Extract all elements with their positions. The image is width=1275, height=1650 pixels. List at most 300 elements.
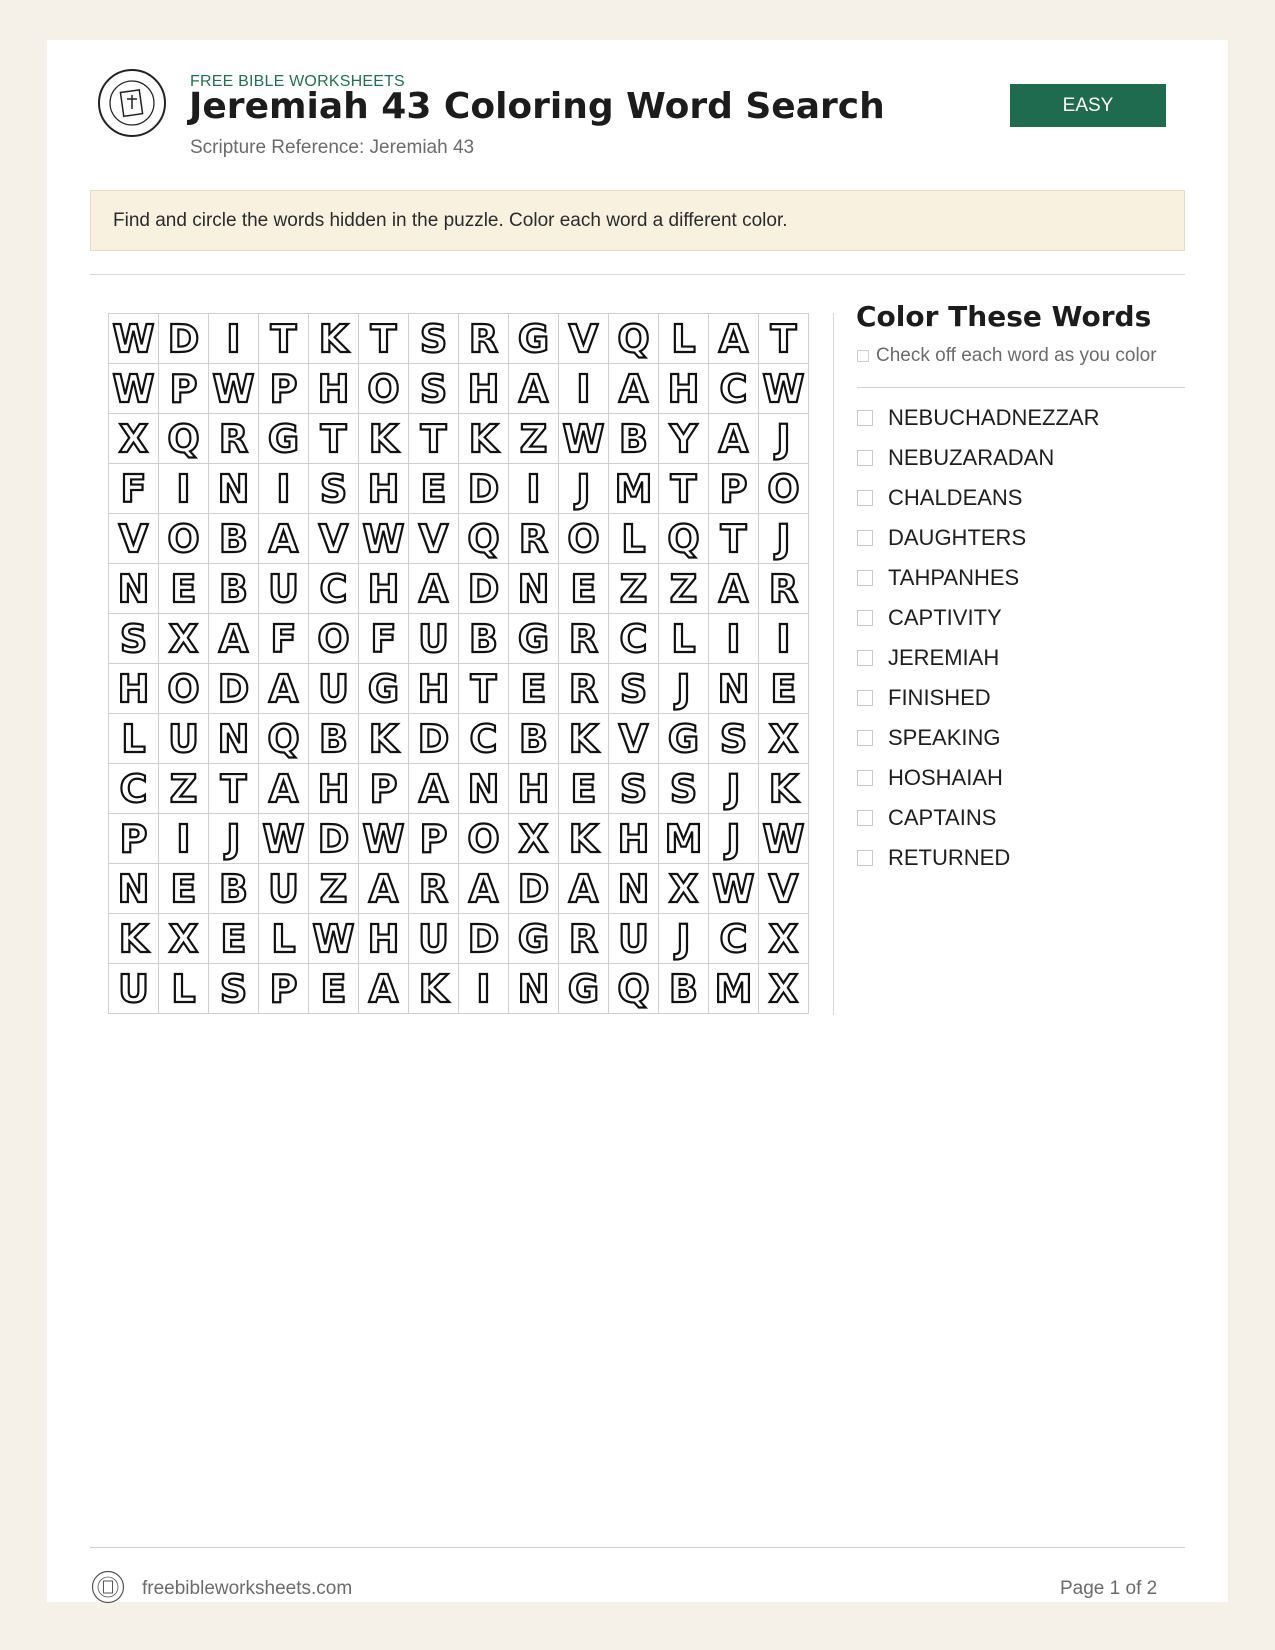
grid-cell[interactable] <box>309 314 359 364</box>
grid-cell[interactable] <box>109 964 159 1014</box>
grid-cell[interactable] <box>609 714 659 764</box>
grid-cell[interactable] <box>759 414 809 464</box>
grid-cell[interactable] <box>609 314 659 364</box>
grid-cell[interactable] <box>259 364 309 414</box>
grid-cell[interactable] <box>409 814 459 864</box>
grid-cell[interactable] <box>559 314 609 364</box>
grid-cell[interactable] <box>409 764 459 814</box>
grid-cell[interactable] <box>709 564 759 614</box>
word-list-item <box>857 678 1099 718</box>
grid-letter: F <box>370 616 397 661</box>
grid-cell[interactable] <box>359 614 409 664</box>
grid-cell[interactable] <box>459 814 509 864</box>
grid-cell[interactable] <box>509 664 559 714</box>
grid-cell[interactable] <box>409 314 459 364</box>
grid-cell[interactable] <box>109 364 159 414</box>
word-checkbox[interactable] <box>857 690 873 706</box>
grid-cell[interactable] <box>459 614 509 664</box>
grid-cell[interactable] <box>259 414 309 464</box>
grid-cell[interactable] <box>509 314 559 364</box>
grid-cell[interactable] <box>309 514 359 564</box>
grid-cell[interactable] <box>109 714 159 764</box>
grid-cell[interactable] <box>259 664 309 714</box>
grid-cell[interactable] <box>759 764 809 814</box>
grid-letter: A <box>418 566 449 611</box>
grid-cell[interactable] <box>309 814 359 864</box>
grid-cell[interactable] <box>659 664 709 714</box>
grid-cell[interactable] <box>609 564 659 614</box>
grid-cell[interactable] <box>659 914 709 964</box>
grid-cell[interactable] <box>609 664 659 714</box>
word-checkbox[interactable] <box>857 570 873 586</box>
grid-cell[interactable] <box>759 564 809 614</box>
grid-cell[interactable] <box>109 864 159 914</box>
grid-cell[interactable] <box>309 564 359 614</box>
grid-cell[interactable] <box>309 864 359 914</box>
grid-row <box>109 664 809 714</box>
grid-letter: P <box>419 816 448 861</box>
grid-letter: J <box>776 516 791 561</box>
grid-cell[interactable] <box>259 764 309 814</box>
grid-cell[interactable] <box>609 864 659 914</box>
grid-cell[interactable] <box>159 364 209 414</box>
grid-letter: X <box>518 816 549 861</box>
grid-cell[interactable] <box>259 964 309 1014</box>
grid-cell[interactable] <box>709 864 759 914</box>
grid-letter: V <box>618 716 649 761</box>
grid-letter: J <box>576 466 591 511</box>
page-number: Page 1 of 2 <box>1060 1578 1158 1599</box>
grid-cell[interactable] <box>759 814 809 864</box>
grid-cell[interactable] <box>409 414 459 464</box>
word-checkbox[interactable] <box>857 530 873 546</box>
grid-cell[interactable] <box>509 964 559 1014</box>
grid-letter: K <box>118 916 149 961</box>
grid-letter: A <box>718 416 749 461</box>
grid-cell[interactable] <box>309 664 359 714</box>
grid-cell[interactable] <box>409 614 459 664</box>
grid-cell[interactable] <box>259 564 309 614</box>
grid-letter: H <box>317 366 350 411</box>
word-list-item <box>857 398 1099 438</box>
grid-cell[interactable] <box>259 814 309 864</box>
grid-cell[interactable] <box>209 614 259 664</box>
word-label: CAPTIVITY <box>888 605 1002 630</box>
grid-cell[interactable] <box>359 914 409 964</box>
grid-letter: W <box>762 366 805 411</box>
grid-cell[interactable] <box>609 964 659 1014</box>
grid-cell[interactable] <box>209 764 259 814</box>
grid-letter: D <box>467 566 500 611</box>
grid-letter: H <box>517 766 550 811</box>
grid-letter: T <box>770 316 797 361</box>
grid-cell[interactable] <box>109 764 159 814</box>
grid-cell[interactable] <box>359 364 409 414</box>
grid-cell[interactable] <box>409 864 459 914</box>
grid-letter: B <box>319 716 348 761</box>
grid-cell[interactable] <box>409 564 459 614</box>
grid-letter: M <box>614 466 653 511</box>
grid-cell[interactable] <box>459 664 509 714</box>
grid-cell[interactable] <box>459 464 509 514</box>
grid-cell[interactable] <box>559 964 609 1014</box>
grid-cell[interactable] <box>459 414 509 464</box>
grid-cell[interactable] <box>709 764 759 814</box>
grid-letter: S <box>219 966 248 1011</box>
grid-cell[interactable] <box>559 764 609 814</box>
grid-cell[interactable] <box>209 814 259 864</box>
grid-letter: V <box>318 516 349 561</box>
grid-cell[interactable] <box>509 814 559 864</box>
grid-cell[interactable] <box>709 664 759 714</box>
grid-letter: W <box>362 816 405 861</box>
grid-cell[interactable] <box>459 314 509 364</box>
grid-cell[interactable] <box>409 914 459 964</box>
grid-cell[interactable] <box>709 614 759 664</box>
grid-cell[interactable] <box>709 814 759 864</box>
grid-letter: N <box>217 716 250 761</box>
grid-cell[interactable] <box>359 714 409 764</box>
grid-letter: K <box>568 716 599 761</box>
grid-cell[interactable] <box>609 614 659 664</box>
grid-cell[interactable] <box>459 514 509 564</box>
word-checkbox[interactable] <box>857 410 873 426</box>
grid-cell[interactable] <box>209 514 259 564</box>
grid-letter: O <box>567 516 600 561</box>
grid-cell[interactable] <box>609 514 659 564</box>
grid-letter: A <box>368 966 399 1011</box>
grid-row <box>109 564 809 614</box>
grid-letter: B <box>469 616 498 661</box>
grid-cell[interactable] <box>559 614 609 664</box>
grid-row <box>109 914 809 964</box>
grid-cell[interactable] <box>109 514 159 564</box>
grid-cell[interactable] <box>209 314 259 364</box>
grid-letter: X <box>668 866 699 911</box>
grid-letter: L <box>271 916 296 961</box>
grid-cell[interactable] <box>309 464 359 514</box>
grid-cell[interactable] <box>359 514 409 564</box>
grid-cell[interactable] <box>759 364 809 414</box>
grid-cell[interactable] <box>709 314 759 364</box>
footer-logo-icon <box>91 1570 125 1604</box>
word-checkbox[interactable] <box>857 730 873 746</box>
grid-cell[interactable] <box>459 714 509 764</box>
grid-cell[interactable] <box>159 564 209 614</box>
grid-cell[interactable] <box>359 964 409 1014</box>
grid-letter: A <box>718 566 749 611</box>
grid-cell[interactable] <box>659 864 709 914</box>
grid-letter: U <box>618 916 649 961</box>
grid-cell[interactable] <box>609 764 659 814</box>
grid-letter: M <box>714 966 753 1011</box>
grid-cell[interactable] <box>309 964 359 1014</box>
grid-cell[interactable] <box>409 464 459 514</box>
grid-letter: P <box>269 366 298 411</box>
word-list-item <box>857 478 1099 518</box>
grid-cell[interactable] <box>509 714 559 764</box>
grid-letter: Q <box>267 716 300 761</box>
grid-cell[interactable] <box>309 364 359 414</box>
grid-cell[interactable] <box>209 564 259 614</box>
grid-cell[interactable] <box>759 314 809 364</box>
grid-letter: O <box>367 366 400 411</box>
grid-cell[interactable] <box>159 664 209 714</box>
grid-letter: E <box>520 666 547 711</box>
grid-cell[interactable] <box>159 464 209 514</box>
grid-cell[interactable] <box>659 564 709 614</box>
grid-letter: R <box>568 616 599 661</box>
grid-cell[interactable] <box>509 364 559 414</box>
grid-cell[interactable] <box>559 814 609 864</box>
grid-letter: I <box>526 466 541 511</box>
grid-row <box>109 414 809 464</box>
grid-row <box>109 464 809 514</box>
grid-letter: U <box>118 966 149 1011</box>
grid-letter: A <box>268 666 299 711</box>
grid-letter: N <box>517 566 550 611</box>
grid-letter: U <box>268 566 299 611</box>
grid-cell[interactable] <box>259 864 309 914</box>
grid-letter: E <box>570 766 597 811</box>
word-list-item <box>857 838 1099 878</box>
word-checkbox[interactable] <box>857 850 873 866</box>
grid-cell[interactable] <box>109 564 159 614</box>
grid-letter: T <box>470 666 497 711</box>
grid-cell[interactable] <box>409 714 459 764</box>
grid-cell[interactable] <box>159 914 209 964</box>
grid-cell[interactable] <box>309 614 359 664</box>
grid-cell[interactable] <box>259 464 309 514</box>
grid-cell[interactable] <box>759 664 809 714</box>
grid-letter: D <box>167 316 200 361</box>
word-checkbox[interactable] <box>857 810 873 826</box>
grid-cell[interactable] <box>659 614 709 664</box>
grid-letter: T <box>270 316 297 361</box>
grid-cell[interactable] <box>759 964 809 1014</box>
grid-cell[interactable] <box>609 364 659 414</box>
grid-cell[interactable] <box>759 464 809 514</box>
grid-letter: O <box>767 466 800 511</box>
grid-cell[interactable] <box>159 864 209 914</box>
grid-cell[interactable] <box>759 864 809 914</box>
grid-cell[interactable] <box>759 914 809 964</box>
grid-letter: Z <box>169 766 198 811</box>
grid-cell[interactable] <box>209 864 259 914</box>
grid-cell[interactable] <box>559 464 609 514</box>
grid-letter: A <box>518 366 549 411</box>
word-label: NEBUCHADNEZZAR <box>888 405 1100 430</box>
grid-cell[interactable] <box>459 864 509 914</box>
grid-letter: N <box>117 866 150 911</box>
grid-cell[interactable] <box>509 614 559 664</box>
grid-cell[interactable] <box>109 314 159 364</box>
grid-cell[interactable] <box>159 414 209 464</box>
grid-cell[interactable] <box>159 714 209 764</box>
grid-letter: A <box>468 866 499 911</box>
grid-cell[interactable] <box>659 364 709 414</box>
grid-letter: N <box>617 866 650 911</box>
grid-cell[interactable] <box>709 464 759 514</box>
grid-letter: N <box>117 566 150 611</box>
grid-cell[interactable] <box>259 514 309 564</box>
grid-cell[interactable] <box>309 914 359 964</box>
grid-cell[interactable] <box>459 964 509 1014</box>
grid-cell[interactable] <box>559 864 609 914</box>
grid-cell[interactable] <box>609 814 659 864</box>
grid-cell[interactable] <box>109 664 159 714</box>
word-checkbox[interactable] <box>857 650 873 666</box>
word-label: NEBUZARADAN <box>888 445 1055 470</box>
grid-cell[interactable] <box>509 514 559 564</box>
grid-row <box>109 864 809 914</box>
grid-letter: K <box>568 816 599 861</box>
grid-cell[interactable] <box>309 714 359 764</box>
grid-cell[interactable] <box>209 664 259 714</box>
grid-cell[interactable] <box>659 814 709 864</box>
grid-cell[interactable] <box>509 414 559 464</box>
grid-cell[interactable] <box>159 614 209 664</box>
grid-cell[interactable] <box>659 314 709 364</box>
grid-letter: Z <box>319 866 348 911</box>
grid-cell[interactable] <box>759 514 809 564</box>
grid-cell[interactable] <box>759 614 809 664</box>
grid-cell[interactable] <box>559 664 609 714</box>
grid-cell[interactable] <box>209 364 259 414</box>
grid-cell[interactable] <box>209 464 259 514</box>
grid-cell[interactable] <box>659 414 709 464</box>
grid-letter: U <box>418 916 449 961</box>
word-checkbox[interactable] <box>857 490 873 506</box>
grid-cell[interactable] <box>109 464 159 514</box>
grid-cell[interactable] <box>709 714 759 764</box>
grid-cell[interactable] <box>109 914 159 964</box>
grid-cell[interactable] <box>259 714 309 764</box>
grid-cell[interactable] <box>609 414 659 464</box>
grid-cell[interactable] <box>209 714 259 764</box>
grid-cell[interactable] <box>709 914 759 964</box>
grid-cell[interactable] <box>109 814 159 864</box>
grid-cell[interactable] <box>509 764 559 814</box>
grid-cell[interactable] <box>359 864 409 914</box>
word-checkbox[interactable] <box>857 610 873 626</box>
grid-cell[interactable] <box>409 514 459 564</box>
grid-cell[interactable] <box>359 564 409 614</box>
word-list-subtitle-text: Check off each word as you color <box>876 345 1157 366</box>
grid-cell[interactable] <box>559 364 609 414</box>
grid-cell[interactable] <box>609 914 659 964</box>
grid-cell[interactable] <box>659 964 709 1014</box>
grid-cell[interactable] <box>459 914 509 964</box>
word-checkbox[interactable] <box>857 450 873 466</box>
grid-cell[interactable] <box>659 714 709 764</box>
grid-cell[interactable] <box>259 614 309 664</box>
grid-letter: S <box>119 616 148 661</box>
grid-cell[interactable] <box>209 414 259 464</box>
grid-letter: P <box>269 966 298 1011</box>
grid-letter: K <box>368 416 399 461</box>
grid-cell[interactable] <box>709 414 759 464</box>
grid-cell[interactable] <box>509 864 559 914</box>
word-list-item <box>857 638 1099 678</box>
grid-cell[interactable] <box>159 764 209 814</box>
word-label: FINISHED <box>888 685 991 710</box>
difficulty-badge: EASY <box>1010 84 1166 127</box>
grid-cell[interactable] <box>259 914 309 964</box>
grid-cell[interactable] <box>559 714 609 764</box>
grid-cell[interactable] <box>359 764 409 814</box>
grid-cell[interactable] <box>359 464 409 514</box>
grid-cell[interactable] <box>209 914 259 964</box>
footer-website[interactable]: freebibleworksheets.com <box>142 1578 353 1599</box>
grid-cell[interactable] <box>709 364 759 414</box>
grid-cell[interactable] <box>159 964 209 1014</box>
grid-cell[interactable] <box>509 464 559 514</box>
grid-cell[interactable] <box>409 664 459 714</box>
grid-cell[interactable] <box>159 814 209 864</box>
word-list-divider <box>857 387 1185 388</box>
grid-cell[interactable] <box>709 514 759 564</box>
grid-cell[interactable] <box>359 814 409 864</box>
grid-cell[interactable] <box>609 464 659 514</box>
grid-cell[interactable] <box>509 914 559 964</box>
grid-letter: S <box>419 366 448 411</box>
grid-cell[interactable] <box>559 914 609 964</box>
grid-letter: W <box>712 866 755 911</box>
grid-letter: O <box>167 516 200 561</box>
grid-cell[interactable] <box>559 514 609 564</box>
grid-cell[interactable] <box>459 364 509 414</box>
grid-cell[interactable] <box>359 314 409 364</box>
grid-cell[interactable] <box>559 564 609 614</box>
grid-letter: K <box>768 766 799 811</box>
grid-cell[interactable] <box>359 414 409 464</box>
grid-cell[interactable] <box>309 764 359 814</box>
word-checkbox[interactable] <box>857 770 873 786</box>
grid-cell[interactable] <box>109 614 159 664</box>
footer-divider <box>90 1547 1185 1548</box>
grid-cell[interactable] <box>359 664 409 714</box>
word-label: JEREMIAH <box>888 645 1000 670</box>
grid-letter: I <box>476 966 491 1011</box>
grid-cell[interactable] <box>409 964 459 1014</box>
grid-letter: W <box>362 516 405 561</box>
grid-letter: E <box>170 866 197 911</box>
grid-cell[interactable] <box>659 764 709 814</box>
grid-row <box>109 314 809 364</box>
grid-cell[interactable] <box>109 414 159 464</box>
grid-cell[interactable] <box>459 564 509 614</box>
grid-cell[interactable] <box>759 714 809 764</box>
grid-cell[interactable] <box>459 764 509 814</box>
grid-letter: N <box>717 666 750 711</box>
grid-cell[interactable] <box>259 314 309 364</box>
grid-cell[interactable] <box>309 414 359 464</box>
grid-cell[interactable] <box>409 364 459 414</box>
grid-cell[interactable] <box>659 514 709 564</box>
grid-cell[interactable] <box>509 564 559 614</box>
grid-letter: Q <box>617 966 650 1011</box>
grid-cell[interactable] <box>709 964 759 1014</box>
grid-cell[interactable] <box>559 414 609 464</box>
grid-cell[interactable] <box>159 314 209 364</box>
grid-letter: F <box>270 616 297 661</box>
grid-letter: B <box>219 866 248 911</box>
grid-cell[interactable] <box>159 514 209 564</box>
grid-cell[interactable] <box>209 964 259 1014</box>
grid-letter: I <box>776 616 791 661</box>
grid-cell[interactable] <box>659 464 709 514</box>
